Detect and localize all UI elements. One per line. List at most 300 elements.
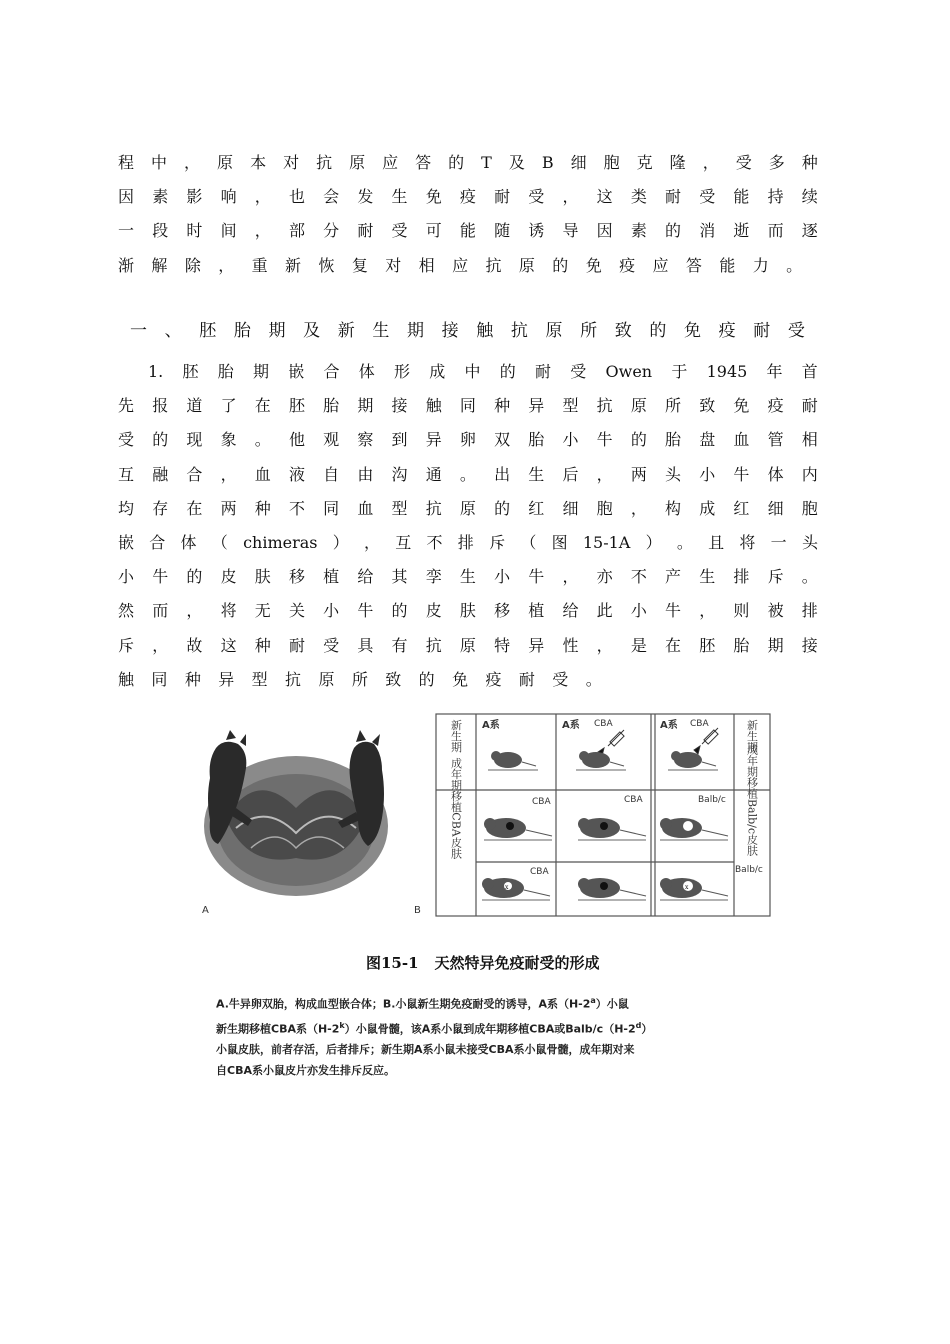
glyph: 胎	[733, 635, 750, 655]
glyph: 及	[508, 153, 525, 172]
glyph: 能	[719, 255, 736, 275]
glyph: 种	[801, 153, 818, 172]
glyph: 会	[323, 187, 340, 207]
panel-a-calves-illustration	[204, 730, 388, 896]
text-line	[118, 423, 818, 457]
glyph: 不	[426, 532, 443, 552]
glyph: 复	[351, 255, 368, 275]
glyph: 排	[733, 567, 750, 587]
glyph: 发	[357, 187, 374, 207]
glyph: ，	[220, 464, 237, 484]
glyph: 素	[152, 187, 169, 207]
glyph: 血	[357, 498, 374, 518]
cell-label-balb-edge: Balb/c	[735, 865, 763, 875]
glyph: 的	[499, 362, 516, 381]
glyph: 生	[528, 464, 545, 484]
glyph: 后	[562, 464, 579, 484]
glyph: 原	[349, 153, 366, 172]
cell-label-cba-skin-3: CBA	[530, 867, 549, 877]
glyph: 的	[448, 153, 465, 172]
glyph: 型	[391, 498, 408, 518]
cell-label-a-strain-3: A系	[660, 720, 678, 731]
glyph: ，	[630, 498, 647, 518]
glyph: 互	[395, 532, 412, 552]
glyph: 胞	[596, 498, 613, 518]
glyph: 触	[425, 396, 442, 416]
svg-text:x: x	[505, 884, 509, 891]
glyph: 亦	[596, 567, 613, 587]
glyph: 了	[220, 396, 237, 416]
mouse-icon	[484, 818, 552, 840]
glyph: 续	[801, 187, 818, 207]
glyph: 均	[118, 498, 135, 518]
glyph: 受	[735, 153, 752, 172]
mouse-icon	[578, 878, 646, 900]
glyph: 持	[767, 187, 784, 207]
glyph: 解	[151, 255, 168, 275]
glyph: 中	[151, 153, 168, 172]
glyph: 疫	[619, 255, 636, 275]
text-line	[118, 389, 818, 423]
glyph: 产	[665, 567, 682, 587]
mouse-icon	[668, 751, 718, 770]
glyph: 胎	[323, 396, 340, 416]
glyph: 相	[418, 255, 435, 275]
glyph: 部	[288, 221, 305, 241]
glyph: 然	[118, 601, 135, 621]
glyph: 孪	[425, 567, 442, 587]
glyph: 卵	[459, 430, 476, 450]
glyph: 恢	[318, 255, 335, 275]
glyph: 道	[186, 396, 203, 416]
glyph: 牛	[665, 601, 682, 621]
glyph: 15-1A	[582, 532, 631, 552]
glyph: 诱	[528, 221, 545, 241]
heading-glyph: 期	[407, 320, 424, 341]
glyph: 能	[459, 221, 476, 241]
glyph: 这	[596, 187, 613, 207]
heading-glyph: 受	[787, 320, 805, 341]
glyph: 他	[288, 430, 305, 450]
glyph: 触	[118, 669, 135, 689]
glyph: 小	[699, 464, 716, 484]
glyph: 肤	[459, 601, 476, 621]
glyph: 中	[464, 362, 481, 381]
glyph: ，	[184, 153, 201, 172]
heading-glyph: 所	[580, 320, 598, 341]
glyph: 段	[152, 221, 169, 241]
glyph: 疫	[485, 669, 502, 689]
glyph: 耐	[665, 187, 682, 207]
mouse-icon	[482, 878, 550, 900]
glyph: 胚	[182, 362, 199, 381]
glyph: 耐	[535, 362, 552, 381]
cell-label-a-strain-2: A系	[562, 720, 580, 731]
glyph: 自	[323, 464, 340, 484]
glyph: 胞	[603, 153, 620, 172]
glyph: 的	[665, 221, 682, 241]
glyph: 受	[118, 430, 135, 450]
glyph: 原	[630, 396, 647, 416]
glyph: 答	[685, 255, 702, 275]
glyph: 在	[665, 635, 682, 655]
glyph: 的	[418, 669, 435, 689]
glyph: 抗	[425, 498, 442, 518]
text-line	[118, 180, 818, 214]
glyph: 对	[385, 255, 402, 275]
glyph: 小	[630, 601, 647, 621]
glyph: 有	[391, 635, 408, 655]
glyph: 。	[585, 669, 602, 689]
glyph: 关	[288, 601, 305, 621]
glyph: 斥	[767, 567, 784, 587]
glyph: 多	[768, 153, 785, 172]
panel-b-label: B	[414, 905, 421, 916]
glyph: 不	[288, 498, 305, 518]
glyph: 胎	[528, 430, 545, 450]
heading-glyph: 致	[614, 320, 632, 341]
glyph: 耐	[494, 187, 511, 207]
glyph: 应	[452, 255, 469, 275]
glyph: 细	[767, 498, 784, 518]
glyph: （	[520, 532, 537, 552]
glyph: 植	[323, 567, 340, 587]
cell-label-a-strain-1: A系	[482, 720, 500, 731]
glyph: 耐	[357, 221, 374, 241]
glyph: 同	[151, 669, 168, 689]
mouse-icon	[488, 751, 538, 770]
glyph: 时	[186, 221, 203, 241]
glyph: 排	[801, 601, 818, 621]
glyph: 免	[425, 187, 442, 207]
glyph: ，	[699, 601, 716, 621]
glyph: 这	[220, 635, 237, 655]
glyph: 渐	[118, 255, 135, 275]
glyph: 移	[494, 601, 511, 621]
glyph: 胎	[217, 362, 234, 381]
glyph: 型	[251, 669, 268, 689]
glyph: 出	[494, 464, 511, 484]
glyph: 程	[118, 153, 135, 172]
glyph: 则	[733, 601, 750, 621]
glyph: 给	[562, 601, 579, 621]
glyph: 被	[767, 601, 784, 621]
glyph: 具	[357, 635, 374, 655]
glyph: 此	[596, 601, 613, 621]
glyph: 生	[391, 187, 408, 207]
heading-glyph: 胚	[199, 320, 217, 341]
glyph: 红	[733, 498, 750, 518]
glyph: 抗	[316, 153, 333, 172]
text-line	[118, 355, 818, 389]
glyph: 小	[562, 430, 579, 450]
glyph: ，	[562, 187, 579, 207]
text-line	[118, 560, 818, 594]
glyph: 随	[494, 221, 511, 241]
glyph: 受	[528, 187, 545, 207]
glyph: 异	[425, 430, 442, 450]
glyph: 受	[552, 669, 569, 689]
glyph: ，	[186, 601, 203, 621]
glyph: T	[481, 153, 492, 172]
glyph: ，	[152, 635, 169, 655]
glyph: 因	[596, 221, 613, 241]
glyph: B	[541, 153, 554, 172]
glyph: ，	[364, 532, 381, 552]
glyph: 耐	[801, 396, 818, 416]
glyph: 致	[385, 669, 402, 689]
glyph: 耐	[288, 635, 305, 655]
glyph: 两	[220, 498, 237, 518]
mouse-icon	[576, 751, 626, 770]
glyph: 间	[220, 221, 237, 241]
syringe-icon	[694, 728, 718, 754]
glyph: 逐	[801, 221, 818, 241]
glyph: 答	[415, 153, 432, 172]
glyph: 能	[733, 187, 750, 207]
glyph: 逝	[733, 221, 750, 241]
glyph: 素	[630, 221, 647, 241]
glyph: 合	[323, 362, 340, 381]
glyph: 象	[220, 430, 237, 450]
glyph: 形	[394, 362, 411, 381]
glyph: 受	[323, 635, 340, 655]
text-line	[118, 526, 818, 560]
glyph: ，	[254, 187, 271, 207]
glyph: 种	[254, 498, 271, 518]
mouse-icon	[660, 818, 728, 840]
glyph: 异	[528, 396, 545, 416]
figure-caption-title	[366, 952, 600, 973]
glyph: 所	[351, 669, 368, 689]
glyph: ）	[645, 532, 662, 552]
panel-a-label: A	[202, 905, 209, 916]
heading-glyph: 抗	[510, 320, 528, 341]
glyph: 的	[630, 430, 647, 450]
glyph: 对	[283, 153, 300, 172]
syringe-icon	[598, 730, 624, 756]
paragraph-chimera-tolerance	[118, 355, 818, 697]
glyph: 克	[636, 153, 653, 172]
caption-line: 小鼠皮肤，前者存活，后者排斥；新生期A系小鼠未接受CBA系小鼠骨髓，成年期对来	[216, 1043, 635, 1057]
glyph: 类	[630, 187, 647, 207]
glyph: 期	[357, 396, 374, 416]
glyph: 沟	[391, 464, 408, 484]
glyph: 嵌	[288, 362, 305, 381]
glyph: 到	[391, 430, 408, 450]
glyph: 图	[551, 532, 568, 552]
row-label-neonatal: 新生期	[449, 719, 463, 753]
glyph: 是	[630, 635, 647, 655]
glyph: 移	[288, 567, 305, 587]
glyph: 盘	[699, 430, 716, 450]
glyph: 排	[457, 532, 474, 552]
glyph: 小	[323, 601, 340, 621]
glyph: 受	[570, 362, 587, 381]
heading-glyph: 、	[164, 320, 182, 341]
glyph: 体	[358, 362, 375, 381]
caption-line: 新生期移植CBA系（H-2$^k$）小鼠骨髓，该A系小鼠到成年期移植CBA或Balb/c（H-2$^d$）	[216, 1020, 653, 1036]
glyph: 红	[528, 498, 545, 518]
glyph: 牛	[528, 567, 545, 587]
glyph: 响	[220, 187, 237, 207]
text-line	[118, 214, 818, 248]
glyph: 胚	[699, 635, 716, 655]
glyph: 成	[429, 362, 446, 381]
glyph: 斥	[489, 532, 506, 552]
glyph: 合	[186, 464, 203, 484]
glyph: 1.	[148, 362, 164, 381]
heading-glyph: 期	[268, 320, 286, 341]
glyph: 受	[699, 187, 716, 207]
glyph: 小	[494, 567, 511, 587]
heading-glyph: 疫	[718, 320, 736, 341]
caption-line: A.牛异卵双胎，构成血型嵌合体；B.小鼠新生期免疫耐受的诱导，A系（H-2$^a$）小鼠	[216, 996, 629, 1011]
glyph: 肤	[254, 567, 271, 587]
glyph: 同	[459, 396, 476, 416]
glyph: 通	[425, 464, 442, 484]
glyph: 原	[518, 255, 535, 275]
glyph: 的	[494, 498, 511, 518]
glyph: 头	[801, 532, 818, 552]
glyph: 疫	[767, 396, 784, 416]
row-label-adult-cba: 成年期移植CBA皮肤	[449, 757, 463, 859]
glyph: 隆	[669, 153, 686, 172]
glyph: 给	[357, 567, 374, 587]
text-line	[118, 663, 818, 697]
glyph: 皮	[220, 567, 237, 587]
glyph: 接	[801, 635, 818, 655]
glyph: 牛	[357, 601, 374, 621]
glyph: 不	[630, 567, 647, 587]
glyph: ，	[596, 464, 613, 484]
glyph: 所	[665, 396, 682, 416]
glyph: ，	[218, 255, 235, 275]
glyph: 免	[585, 255, 602, 275]
glyph: 成	[699, 498, 716, 518]
glyph: 受	[391, 221, 408, 241]
glyph: 一	[770, 532, 787, 552]
glyph: 抗	[285, 669, 302, 689]
glyph: ，	[702, 153, 719, 172]
heading-glyph: 一	[130, 320, 147, 341]
glyph: 察	[357, 430, 374, 450]
glyph: 管	[767, 430, 784, 450]
glyph: 生	[699, 567, 716, 587]
glyph: 生	[459, 567, 476, 587]
glyph: ）	[332, 532, 349, 552]
glyph: 而	[767, 221, 784, 241]
glyph: 也	[288, 187, 305, 207]
glyph: 细	[570, 153, 587, 172]
glyph: 一	[118, 221, 135, 241]
text-line	[118, 458, 818, 492]
glyph: 影	[186, 187, 203, 207]
text-line	[118, 594, 818, 628]
glyph: 的	[186, 567, 203, 587]
glyph: 胞	[801, 498, 818, 518]
glyph: 。	[676, 532, 693, 552]
glyph: 本	[250, 153, 267, 172]
glyph: 相	[801, 430, 818, 450]
glyph: 年	[766, 362, 783, 381]
glyph: 期	[253, 362, 270, 381]
glyph: 胚	[288, 396, 305, 416]
glyph: Owen	[605, 362, 653, 381]
glyph: 观	[323, 430, 340, 450]
glyph: 性	[562, 635, 579, 655]
glyph: 牛	[596, 430, 613, 450]
glyph: 构	[665, 498, 682, 518]
glyph: 种	[184, 669, 201, 689]
glyph: 将	[220, 601, 237, 621]
glyph: 两	[630, 464, 647, 484]
glyph: 型	[562, 396, 579, 416]
section-heading	[130, 312, 805, 344]
glyph: 致	[699, 396, 716, 416]
glyph: 牛	[733, 464, 750, 484]
text-line	[118, 249, 818, 283]
glyph: 在	[186, 498, 203, 518]
glyph: ，	[596, 635, 613, 655]
glyph: 分	[323, 221, 340, 241]
glyph: 消	[699, 221, 716, 241]
glyph: 首	[801, 362, 818, 381]
glyph: 原	[217, 153, 234, 172]
glyph: 在	[254, 396, 271, 416]
glyph: 可	[425, 221, 442, 241]
glyph: 血	[254, 464, 271, 484]
glyph: 其	[391, 567, 408, 587]
glyph: 斥	[118, 635, 135, 655]
glyph: 的	[152, 430, 169, 450]
cell-label-cba-donor-1: CBA	[594, 719, 613, 729]
glyph: 力	[752, 255, 769, 275]
glyph: 抗	[485, 255, 502, 275]
figure-caption-body	[216, 990, 776, 1081]
svg-text:x: x	[685, 884, 689, 891]
glyph: 体	[767, 464, 784, 484]
glyph: 牛	[152, 567, 169, 587]
glyph: 原	[459, 498, 476, 518]
glyph: 1945	[706, 362, 748, 381]
heading-glyph: 新	[337, 320, 355, 341]
glyph: 胎	[665, 430, 682, 450]
caption-line: 自CBA系小鼠皮片亦发生排斥反应。	[216, 1064, 395, 1078]
glyph: 现	[186, 430, 203, 450]
glyph: 先	[118, 396, 135, 416]
glyph: 免	[733, 396, 750, 416]
heading-glyph: 接	[441, 320, 459, 341]
glyph: 的	[391, 601, 408, 621]
paragraph-continuation	[118, 146, 818, 283]
text-line	[118, 629, 818, 663]
glyph: 由	[357, 464, 374, 484]
glyph: 嵌	[118, 532, 135, 552]
glyph: 内	[801, 464, 818, 484]
glyph: 新	[285, 255, 302, 275]
glyph: 原	[318, 669, 335, 689]
glyph: 除	[184, 255, 201, 275]
glyph: 导	[562, 221, 579, 241]
figure-title: 天然特异免疫耐受的形成	[434, 954, 600, 972]
heading-glyph: 触	[476, 320, 494, 341]
glyph: 免	[452, 669, 469, 689]
cell-label-balb-skin: Balb/c	[698, 795, 726, 805]
glyph: 将	[739, 532, 756, 552]
glyph: 血	[733, 430, 750, 450]
glyph: 植	[528, 601, 545, 621]
